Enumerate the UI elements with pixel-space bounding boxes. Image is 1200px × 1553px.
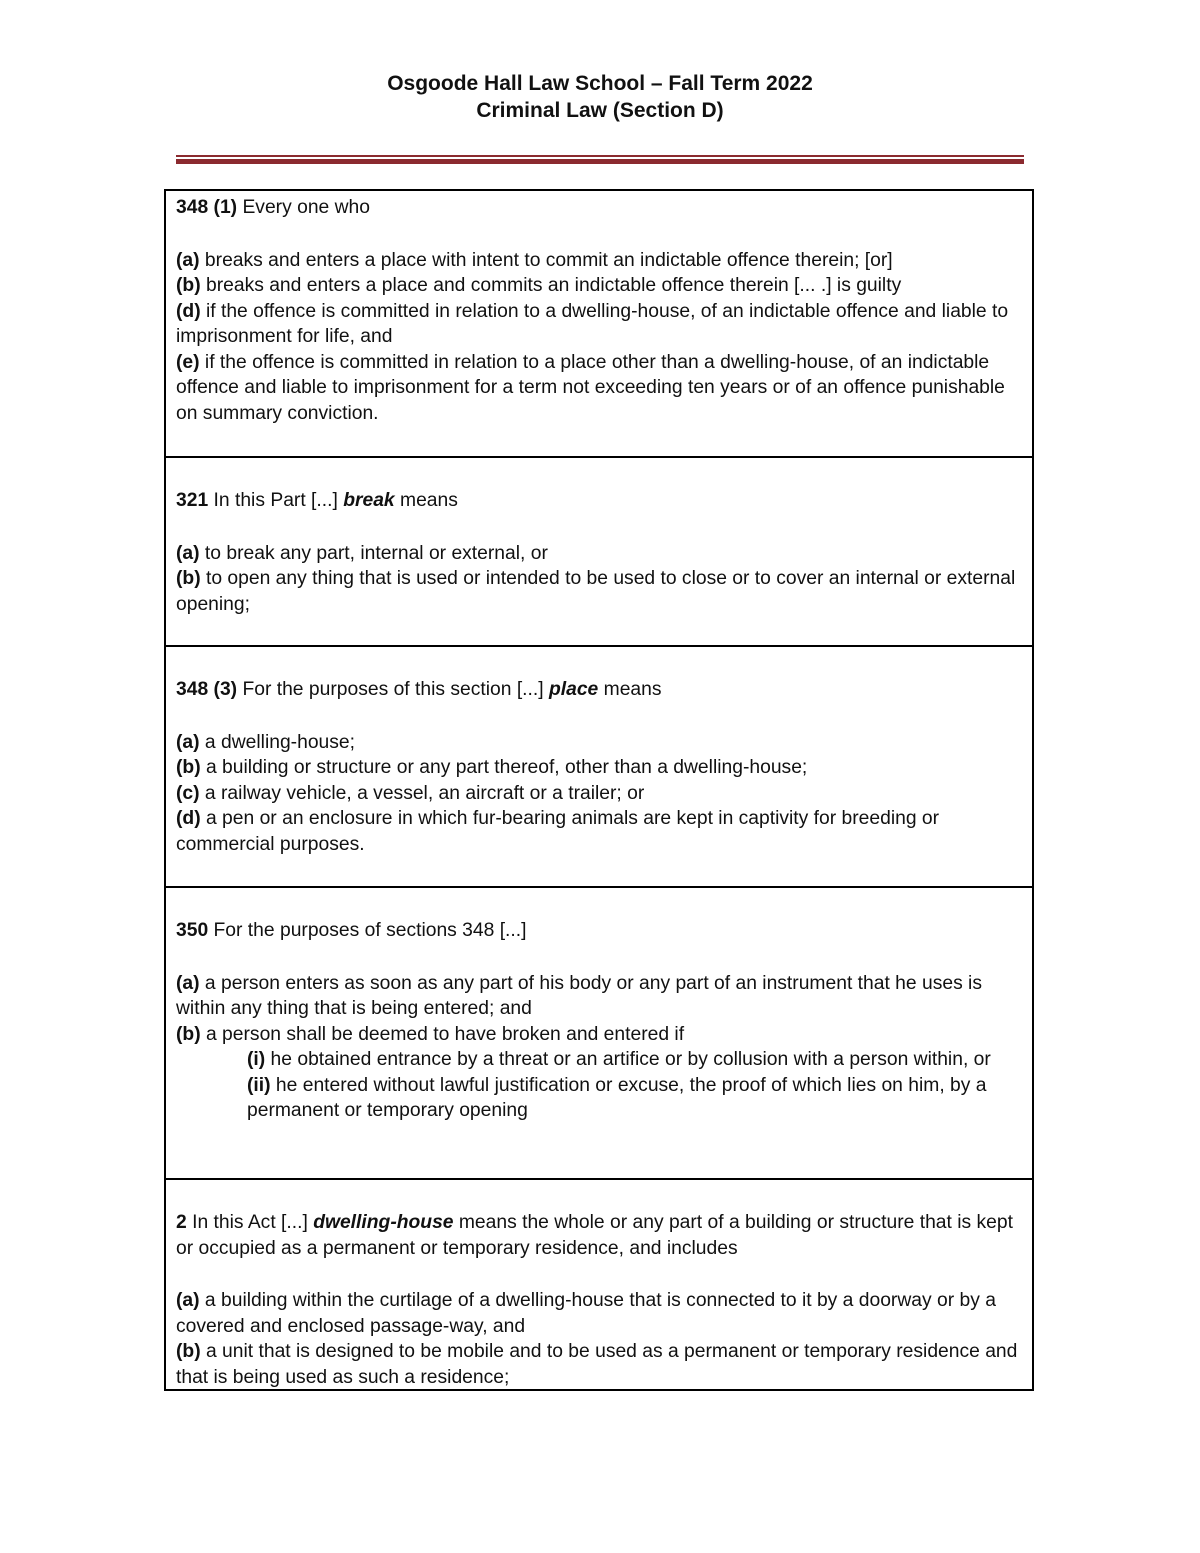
section-number: 2 — [176, 1212, 187, 1233]
paragraph-b: (b) a building or structure or any part thereof, other than a dwelling-house; — [176, 757, 808, 778]
defined-term: place — [548, 679, 599, 700]
subparagraph-i: (i) he obtained entrance by a threat or an artifice or by collusion with a person within, or — [247, 1049, 991, 1070]
paragraph-e: (e) if the offence is committed in relation to a place other than a dwelling-house, of an indictable offence and liable to imprisonment for a term not exceeding ten years or of an offence punishable on summary conviction. — [176, 351, 1005, 424]
section-number: 348 (3) — [176, 679, 238, 700]
paragraph-d: (d) a pen or an enclosure in which fur-bearing animals are kept in captivity for breeding or commercial purposes. — [176, 808, 940, 855]
section-2-intro: 2 In this Act [...] dwelling-house means the whole or any part of a building or structure that is kept or occupied as a permanent or temporary residence, and includes — [176, 1212, 1013, 1259]
paragraph-a: (a) a person enters as soon as any part of his body or any part of an instrument that he uses is within any thing that is being entered; and — [176, 972, 982, 1019]
section-348-1-intro: 348 (1) Every one who — [176, 197, 370, 218]
section-350-cell — [166, 886, 1032, 1178]
document-header — [0, 70, 1200, 124]
header-course-term: Osgoode Hall Law School – Fall Term 2022 — [387, 72, 813, 95]
paragraph-a: (a) a dwelling-house; — [176, 731, 355, 753]
defined-term: break — [343, 490, 395, 511]
defined-term: dwelling-house — [313, 1212, 454, 1233]
paragraph-b: (b) to open any thing that is used or intended to be used to close or to cover an internal or external opening; — [176, 568, 1016, 615]
section-321-intro: 321 In this Part [...] break means — [176, 490, 458, 511]
section-348-3-cell — [166, 645, 1032, 886]
section-321-cell — [166, 456, 1032, 645]
section-348-3-intro: 348 (3) For the purposes of this section [...] place means — [176, 679, 662, 700]
section-number: 348 (1) — [176, 197, 238, 218]
section-348-1-cell — [166, 191, 1032, 456]
section-number: 321 — [176, 490, 209, 511]
paragraph-b: (b) a unit that is designed to be mobile and to be used as a permanent or temporary residence and that is being used as such a residence; — [176, 1341, 1018, 1388]
paragraph-a: (a) breaks and enters a place with intent to commit an indictable offence therein; [or] — [176, 249, 893, 271]
paragraph-a: (a) to break any part, internal or external, or — [176, 542, 548, 564]
subparagraph-ii: (ii) he entered without lawful justification or excuse, the proof of which lies on him, by a permanent or temporary opening — [247, 1074, 987, 1121]
header-divider — [176, 155, 1024, 164]
paragraph-b: (b) a person shall be deemed to have broken and entered if — [176, 1023, 685, 1045]
section-350-intro: 350 For the purposes of sections 348 [...] — [176, 920, 527, 941]
paragraph-d: (d) if the offence is committed in relation to a dwelling-house, of an indictable offence and liable to imprisonment for life, and — [176, 300, 1009, 347]
paragraph-a: (a) a building within the curtilage of a dwelling-house that is connected to it by a doorway or by a covered and enclosed passage-way, and — [176, 1290, 996, 1337]
section-2-cell — [166, 1178, 1032, 1389]
section-number: 350 — [176, 920, 209, 941]
paragraph-b: (b) breaks and enters a place and commits an indictable offence therein [... .] is guilty — [176, 275, 902, 296]
paragraph-c: (c) a railway vehicle, a vessel, an aircraft or a trailer; or — [176, 782, 645, 804]
header-course-section: Criminal Law (Section D) — [476, 99, 724, 122]
statute-table — [164, 189, 1034, 1391]
